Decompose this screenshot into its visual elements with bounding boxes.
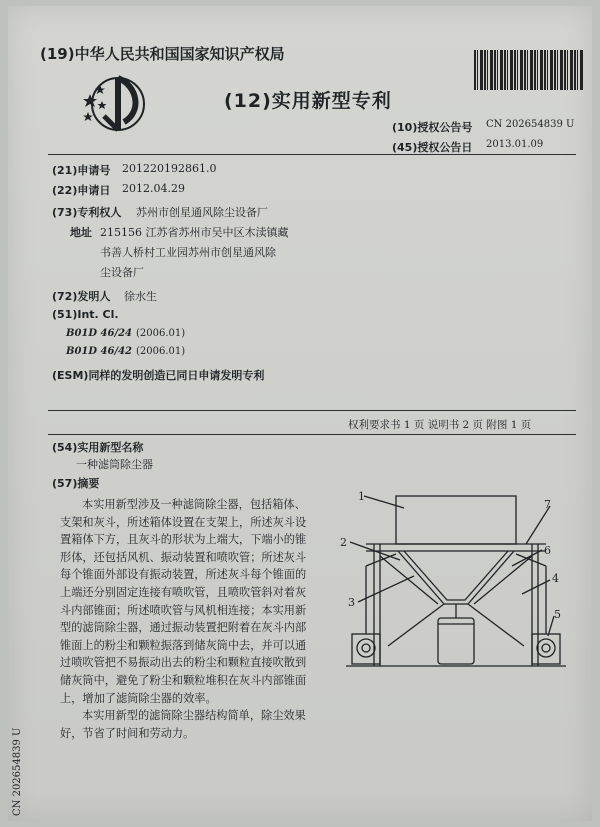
patentee-label: (73)专利权人 [52, 206, 122, 219]
address-line-1: 215156 江苏省苏州市吴中区木渎镇藏 [100, 226, 289, 239]
ipc-code-2: B01D 46/42 [66, 346, 133, 357]
address-label: 地址 [70, 226, 92, 239]
barcode [474, 50, 584, 90]
filing-date-label: (22)申请日 [52, 184, 111, 197]
pub-number-label: (10)授权公告号 [392, 121, 473, 134]
ipc-version-1: (2006.01) [136, 328, 186, 339]
app-no-label: (21)申请号 [52, 164, 111, 177]
pages-rule [48, 410, 576, 411]
inventor: 徐水生 [124, 290, 157, 303]
figure-label-5: 5 [554, 608, 561, 621]
title-label: (54)实用新型名称 [52, 441, 144, 454]
abstract-paragraph: 本实用新型的滤筒除尘器结构简单，除尘效果好，节省了时间和劳动力。 [60, 709, 306, 740]
utility-model-title: 一种滤筒除尘器 [76, 458, 153, 471]
esm-note: (ESM)同样的发明创造已同日申请发明专利 [52, 369, 265, 382]
inventor-label: (72)发明人 [52, 290, 111, 303]
cnipa-logo-icon [78, 72, 156, 136]
office-name: (19)中华人民共和国国家知识产权局 [40, 45, 285, 63]
pub-number: CN 202654839 U [486, 119, 575, 130]
int-cl-label: (51)Int. Cl. [52, 308, 119, 321]
app-no: 201220192861.0 [122, 162, 217, 175]
abstract-paragraph: 本实用新型涉及一种滤筒除尘器，包括箱体、支架和灰斗，所述箱体设置在支架上，所述灰斗设置箱体下方，且灰斗的形状为上端大，下端小的锥形体，还包括风机、振动装置和喷吹管；所述灰斗每个锥面外部设有振动装置，所述灰斗每个锥面的上端还分别固定连接有喷吹管，且喷吹管斜对着灰斗内部锥面；所述喷吹管与风机相连接；本实用新型的滤筒除尘器，通过振动装置把附着在灰斗内部锥面上的粉尘和颗粒振落到储灰筒中去，并可以通过喷吹管把不易振动出去的粉尘和颗粒直接吹散到储灰筒中，避免了粉尘和颗粒堆积在灰斗内部锥面上，增加了滤筒除尘器的效率。 [60, 498, 307, 705]
title-rule [48, 434, 576, 435]
ipc-version-2: (2006.01) [136, 346, 186, 357]
figure-label-7: 7 [544, 498, 551, 511]
header-rule [48, 154, 576, 155]
figure-label-6: 6 [544, 544, 551, 557]
patentee: 苏州市创星通风除尘设备厂 [136, 206, 268, 219]
filing-date: 2012.04.29 [122, 182, 185, 195]
pub-date-label: (45)授权公告日 [392, 141, 473, 154]
figure-label-4: 4 [552, 572, 559, 585]
figure-label-2: 2 [340, 536, 347, 549]
pages-info: 权利要求书 1 页 说明书 2 页 附图 1 页 [348, 419, 532, 431]
address-line-2: 书善人桥村工业园苏州市创星通风除 [100, 246, 276, 259]
dust-collector-drawing [326, 486, 576, 686]
document-type: (12)实用新型专利 [224, 90, 392, 112]
abstract-label: (57)摘要 [52, 477, 100, 490]
ipc-code-1: B01D 46/24 [66, 328, 133, 339]
abstract-text [60, 496, 310, 742]
pub-date: 2013.01.09 [486, 139, 544, 150]
figure-label-1: 1 [358, 490, 365, 503]
side-pub-number: CN 202654839 U [12, 727, 23, 816]
patent-page [8, 6, 592, 821]
figure-label-3: 3 [348, 596, 355, 609]
address-line-3: 尘设备厂 [100, 266, 144, 279]
